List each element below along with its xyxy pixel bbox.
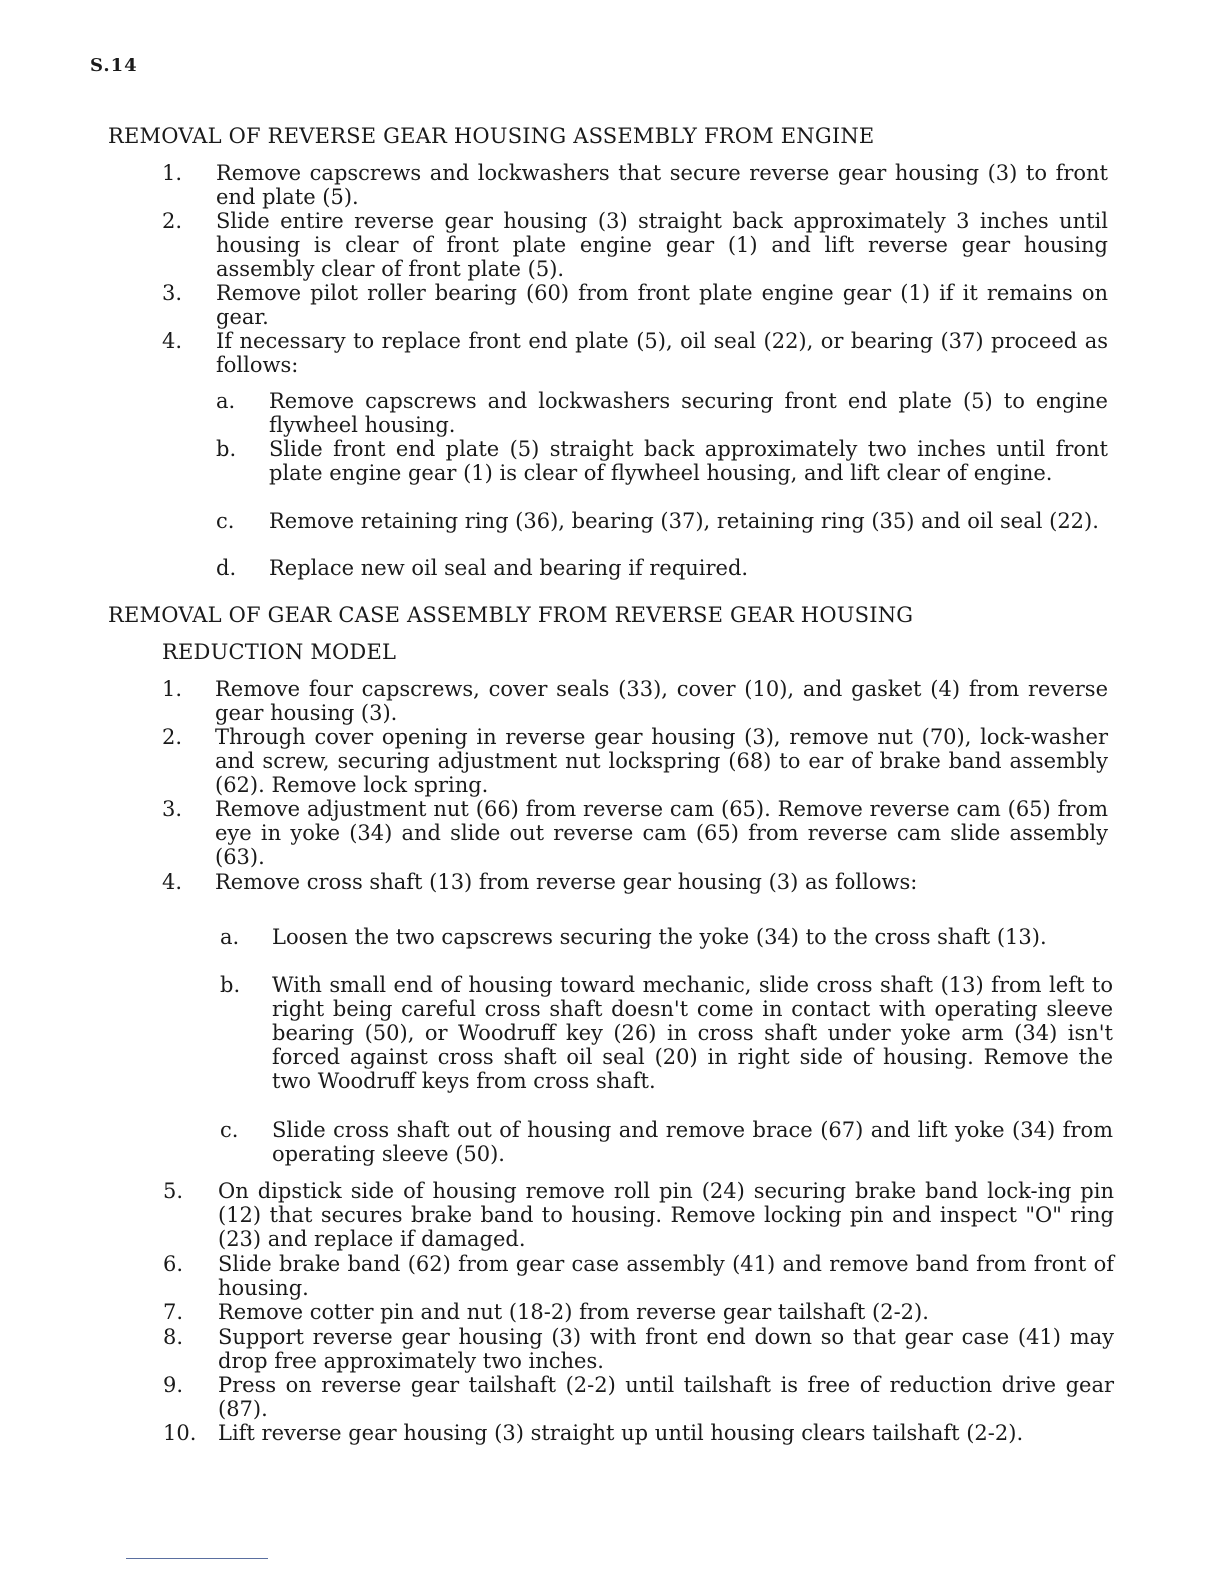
list-item [220,925,1113,949]
list-item [216,509,1108,533]
list-item [220,973,1113,1093]
list-item [216,556,1108,580]
substep-letter: a. [220,925,240,949]
step-text: Press on reverse gear tailshaft (2-2) until tailshaft is free of reduction drive gear (87). [218,1373,1114,1421]
step-number: 4. [162,870,183,894]
step-text: Slide brake band (62) from gear case assembly (41) and remove band from front of housing. [218,1252,1114,1300]
step-text: If necessary to replace front end plate (5), oil seal (22), or bearing (37) proceed as follows: [216,329,1108,377]
substep-text: Remove capscrews and lockwashers securing front end plate (5) to engine flywheel housing. [269,389,1108,437]
step-text: Remove four capscrews, cover seals (33), cover (10), and gasket (4) from reverse gear housing (3). [215,677,1108,725]
list-item [162,677,1108,725]
substep-letter: b. [220,973,241,997]
substep-text: Replace new oil seal and bearing if required. [269,556,749,580]
step-number: 9. [163,1373,184,1397]
list-item [163,1373,1114,1421]
list-item [162,725,1108,797]
step-number: 7. [163,1300,184,1324]
list-item [162,870,1108,894]
step-number: 1. [162,161,183,185]
substep-text: Loosen the two capscrews securing the yoke (34) to the cross shaft (13). [272,925,1047,949]
substep-letter: c. [216,509,235,533]
substep-text: With small end of housing toward mechanic, slide cross shaft (13) from left to right being careful cross shaft doesn't come in contact with operating sleeve bearing (50), or Woodruff key (26) in cross shaft under yoke arm (34) isn't forced against cross shaft oil seal (20) in right side of housing. Remove the two Woodruff keys from cross shaft. [272,973,1113,1093]
substep-letter: d. [216,556,237,580]
step-text: Through cover opening in reverse gear housing (3), remove nut (70), lock-washer and screw, securing adjustment nut lockspring (68) to ear of brake band assembly (62). Remove lock spring. [215,725,1108,797]
step-number: 4. [162,329,183,353]
list-item [163,1325,1114,1373]
section-subheading-reduction-model: REDUCTION MODEL [162,640,397,664]
list-item [162,161,1108,209]
substep-text: Slide cross shaft out of housing and remove brace (67) and lift yoke (34) from operating sleeve (50). [272,1118,1113,1166]
step-text: Remove cotter pin and nut (18-2) from reverse gear tailshaft (2-2). [218,1300,929,1324]
list-item [162,329,1108,377]
list-item [220,1118,1113,1166]
list-item [216,389,1108,437]
step-number: 5. [163,1179,184,1203]
step-number: 2. [162,725,183,749]
step-text: Slide entire reverse gear housing (3) straight back approximately 3 inches until housing is clear of front plate engine gear (1) and lift reverse gear housing assembly clear of front plate (5). [216,209,1108,281]
substep-text: Slide front end plate (5) straight back approximately two inches until front plate engine gear (1) is clear of flywheel housing, and lift clear of engine. [269,437,1108,485]
section-heading-reverse-gear-housing-removal: REMOVAL OF REVERSE GEAR HOUSING ASSEMBLY FROM ENGINE [108,124,875,148]
list-item [163,1179,1114,1251]
list-item [216,437,1108,485]
list-item [163,1252,1114,1300]
list-item [162,797,1108,869]
step-text: Remove cross shaft (13) from reverse gear housing (3) as follows: [215,870,918,894]
step-text: Remove capscrews and lockwashers that secure reverse gear housing (3) to front end plate (5). [216,161,1108,209]
list-item [162,209,1108,281]
section-heading-gear-case-removal: REMOVAL OF GEAR CASE ASSEMBLY FROM REVERSE GEAR HOUSING [108,603,914,627]
footnote-rule [126,1558,268,1559]
substep-letter: b. [216,437,237,461]
list-item [162,281,1108,329]
step-number: 8. [163,1325,184,1349]
step-text: Support reverse gear housing (3) with front end down so that gear case (41) may drop free approximately two inches. [218,1325,1114,1373]
substep-text: Remove retaining ring (36), bearing (37), retaining ring (35) and oil seal (22). [269,509,1099,533]
substep-letter: c. [220,1118,239,1142]
substep-letter: a. [216,389,236,413]
step-text: Remove pilot roller bearing (60) from front plate engine gear (1) if it remains on gear. [216,281,1108,329]
step-number: 10. [163,1421,197,1445]
list-item [163,1300,1114,1324]
step-text: Remove adjustment nut (66) from reverse cam (65). Remove reverse cam (65) from eye in yoke (34) and slide out reverse cam (65) from reverse cam slide assembly (63). [215,797,1108,869]
page-number: S.14 [90,55,138,76]
list-item [163,1421,1114,1445]
step-number: 6. [163,1252,184,1276]
step-number: 2. [162,209,183,233]
step-text: On dipstick side of housing remove roll pin (24) securing brake band lock-ing pin (12) that secures brake band to housing. Remove locking pin and inspect "O" ring (23) and replace if damaged. [218,1179,1114,1251]
step-number: 1. [162,677,183,701]
step-text: Lift reverse gear housing (3) straight up until housing clears tailshaft (2-2). [218,1421,1024,1445]
step-number: 3. [162,281,183,305]
step-number: 3. [162,797,183,821]
